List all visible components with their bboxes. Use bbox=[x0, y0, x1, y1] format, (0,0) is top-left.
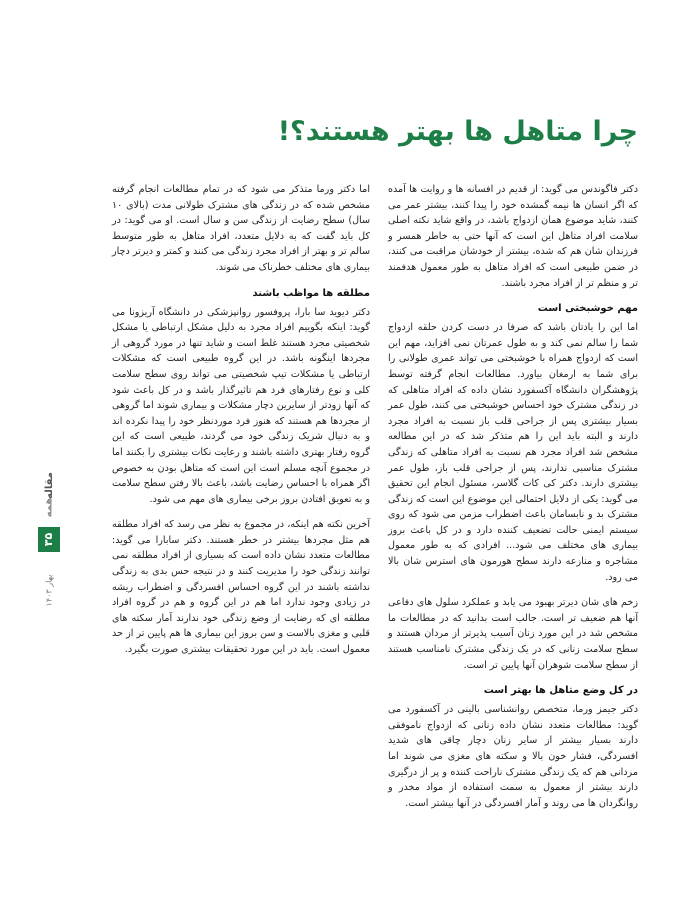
issue-text: بهار ۱۴۰۳ bbox=[44, 574, 54, 606]
body-paragraph: دکتر جیمز ورما، متخصص روانشناسی بالینی در آکسفورد می گوید: مطالعات متعدد نشان داده زنانی که ازدواج ناموفقی دارند بسیار بیشتر از سایر زنان دچار چاقی های شدید افسردگی، فشار خون بالا و سکته های مغزی می شوند اما مردانی هم که یک زندگی مشترک ناراحت کننده و پر از درگیری دارند بیشتر از معمول به سمت استفاده از مواد مخدر و روانگردان ها می روند و آمار افسردگی در آنها بیشتر است. bbox=[388, 704, 638, 809]
right-intro-paragraph: دکتر فاگوندس می گوید: از قدیم در افسانه ها و روایت ها آمده که اگر انسان ها نیمه گمشده خود را پیدا کنند، بیشتر عمر می کنند، شاید موضوع همان ازدواج باشد، در واقع شاید نکته اصلی سلامت افراد متاهل این است که آنها حتی به خاطر همسر و فرزندان شان هم که شده، بیشتر از خودشان مراقبت می کنند، در ضمن طبیعی است که افراد متاهل به طور معمول هدفمند تر و منظم تر از افراد مجرد باشند. bbox=[388, 184, 638, 289]
article-column-right bbox=[388, 182, 638, 821]
article-column-left bbox=[112, 182, 370, 668]
section-label-text: مقاله bbox=[43, 471, 55, 499]
body-paragraph: اما این را یادتان باشد که صرفا در دست کردن حلقه ازدواج شما را سالم نمی کند و به طول عمرتان نمی افزاید، مهم این است که ازدواج همراه با خوشبختی می تواند عمری طولانی را برای شما به ارمغان بیاورد. مطالعات انجام گرفته توسط پژوهشگران دانشگاه آکسفورد نشان داده که افراد متاهلی که در زندگی مشترک خود احساس خوشبختی می کنند، طول عمر بسیار بیشتری پس از جراحی قلب باز نسبت به افراد مجرد دارند و البته باید این را هم متذکر شد که در این مطالعه مشخص شد افراد مجرد هم نسبت به افراد متاهلی که زندگی مشترک مناسبی ندارند، پس از جراحی قلب باز، طول عمر بیشتری دارند. دکتر کی کات گلاسر، مسئول انجام این تحقیق می گوید: یکی از دلایل احتمالی این موضوع این است که زندگی مشترک بد و نابسامان باعث اضطراب مزمن می شود که روی سیستم ایمنی حالت تضعیف کننده دارد و در کل باعث بروز بیماری های مختلف می شود... افرادی که به طور معمول مشاجره و منازعه دارند سطح هورمون های استرس شان بالا می رود. bbox=[388, 322, 638, 583]
left-intro-paragraph: اما دکتر ورما متذکر می شود که در تمام مطالعات انجام گرفته مشخص شده که در زندگی های مشترک طولانی مدت (بالای ۱۰ سال) سطح رضایت از زندگی سن و سال است. او می گوید: در کل باید گفت که به دلایل متعدد، افراد متاهل به طور متوسط سالم تر و بهتر از افراد مجرد زندگی می کنند و کمتر و دیرتر دچار بیماری های مختلف خطرناک می شوند. bbox=[112, 184, 370, 273]
section-heading: مطلقه ها مواظب باشند bbox=[252, 287, 370, 299]
body-paragraph: آخرین نکته هم اینکه، در مجموع به نظر می رسد که افراد مطلقه هم مثل مجردها بیشتر در خطر هستند. دکتر سابارا می گوید: مطالعات متعدد نشان داده است که بسیاری از افراد مطلقه نمی توانند زندگی خود را مدیریت کنند و در نتیجه حس بدی به زندگی نداشته باشند در این گروه احساس افسردگی و اضطراب ریشه در زیادی وجود ندارد اما هم در این گروه و هم در گروه افراد مطلقه ای که رضایت از وضع زندگی خود ندارند آمار سکته های قلبی و مغزی بالاست و سن بروز این بیماری ها هم پایین تر از حد معمول است. باید در این مورد تحقیقات بیشتری صورت بگیرد. bbox=[112, 519, 370, 656]
body-paragraph: دکتر دیوید سا بارا، پروفسور روانپزشکی در دانشگاه آریزونا می گوید: اینکه بگوییم افراد مجرد به دلیل مشکل ارتباطی یا مشکل شخصیتی مجرد هستند غلط است و شاید تنها در مورد گروهی از مجردها اینگونه باشد. در این گروه طبیعی است که مشکلات ارتباطی یا مشکلات تیپ شخصیتی می تواند روی سطح سلامت کلی و نوع رفتارهای فرد هم تاثیرگذار باشد و در کل باعث شود که آنها زودتر از سایرین دچار مشکلات و بیماری شوند اما گروهی از مجردها هم هستند که هنوز فرد موردنظر خود را پیدا نکرده اند و به دنبال شریک زندگی خود می گردند، طبیعی است که این گروه رفتار بهتری داشته باشند و رعایت نکات بیشتری را بکنند اما در مجموع آنچه مسلم است این است که متاهل بودن به خصوص اگر همراه با احساس رضایت باشد، باعث بالا رفتن سطح سلامت و به تعویق افتادن بروز برخی بیماری های مهم می شود. bbox=[112, 306, 370, 505]
section-heading: در کل وضع متاهل ها بهتر است bbox=[483, 685, 638, 697]
magazine-logo-text: همه bbox=[43, 497, 55, 517]
page-number: ۳۵ bbox=[42, 532, 56, 547]
page-number-badge bbox=[38, 527, 60, 552]
magazine-logo bbox=[38, 497, 60, 517]
article-title: چرا متاهل ها بهتر هستند؟! bbox=[277, 116, 638, 147]
section-label bbox=[38, 470, 60, 500]
body-paragraph: زخم های شان دیرتر بهبود می یابد و عملکرد سلول های دفاعی آنها هم ضعیف تر است. جالب است بدانید که در مطالعات ما مشخص شد در این مورد زنان آسیب پذیرتر از مردان هستند و سطح سلامت زنانی که در یک زندگی مشترک نامناسب هستند از سطح سلامت شوهران آنها پایین تر است. bbox=[388, 597, 638, 671]
issue-label bbox=[38, 560, 60, 620]
section-heading: مهم خوشبختی است bbox=[537, 303, 638, 315]
